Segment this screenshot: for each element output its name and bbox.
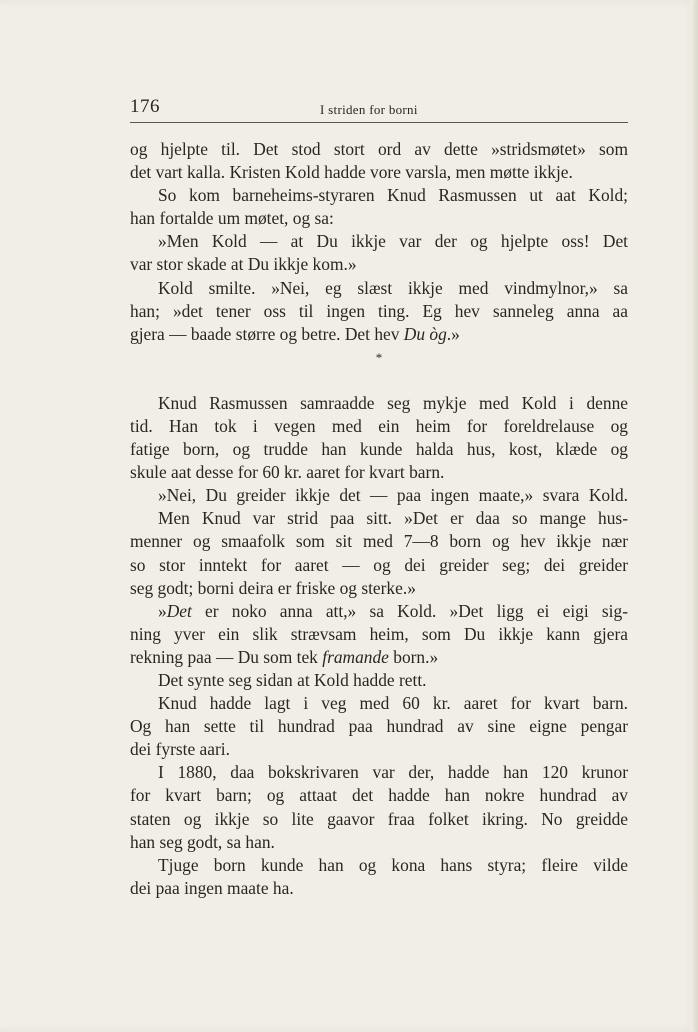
text-run: gjera — baade større og betre. Det hev [130,323,404,344]
text-line: og hjelpte til. Det stod stort ord av dette »stridsmøtet» som [130,139,628,159]
text-line: han seg godt, sa han. [130,831,275,852]
text-line: ning yver ein slik strævsam heim, som Du ikkje kann gjera [130,623,628,644]
text-line: dei fyrste aari. [130,739,230,760]
text-line: han fortalde um møtet, og sa: [130,208,334,229]
text-line: staten og ikkje so lite gaavor fraa folket ikring. No greidde [130,808,628,829]
running-title: I striden for borni [320,102,418,117]
page-number: 176 [130,96,160,117]
text-run: born.» [388,646,439,667]
text-line: Og han sette til hundrad paa hundrad av sine eigne pengar [130,716,628,737]
page-header [130,96,628,123]
text-line: fatige born, og trudde han kunde halda hus, kost, klæde og [130,439,628,460]
text-line [130,323,628,346]
italic-run: framande [322,646,389,667]
text-run: er noko anna att,» sa Kold. »Det ligg ei eigi sig- [191,600,628,621]
text-run: rekning paa — Du som tek [130,646,323,667]
text-line: seg godt; borni deira er friske og sterke.» [130,577,416,598]
text-line: tid. Han tok i vegen med ein heim for foreldrelause og [130,415,628,436]
text-line: skule aat desse for 60 kr. aaret for kvart barn. [130,462,445,483]
text-line [130,646,628,669]
text-line: det vart kalla. Kristen Kold hadde vore varsla, men møtte ikkje. [130,162,573,183]
text-line: for kvart barn; og attaat det hadde han nokre hundrad av [130,785,628,806]
text-line: Det synte seg sidan at Kold hadde rett. [158,669,427,690]
italic-run: Det [166,600,192,621]
text-line: Knud Rasmussen samraadde seg mykje med Kold i denne [158,392,628,413]
text-line: Knud hadde lagt i veg med 60 kr. aaret for kvart barn. [158,693,628,714]
text-line: Kold smilte. »Nei, eg slæst ikkje med vindmylnor,» sa [158,277,628,298]
text-line: »Nei, Du greider ikkje det — paa ingen maate,» svara Kold. [158,485,628,506]
blank-line [130,369,628,392]
text-line: dei paa ingen maate ha. [130,877,294,898]
text-line: Tjuge born kunde han og kona hans styra; fleire vilde [158,854,628,875]
text-line: so stor inntekt for aaret — og dei greider seg; dei greider [130,554,628,575]
page-body [130,138,628,900]
text-run: .» [446,323,460,344]
text-line: Men Knud var strid paa sitt. »Det er daa so mange hus- [158,508,628,529]
text-line [130,600,628,623]
text-line: »Men Kold — at Du ikkje var der og hjelpte oss! Det [158,231,628,252]
italic-run: Du òg [403,323,447,344]
page-edge-shadow [690,0,698,1032]
text-line: var stor skade at Du ikkje kom.» [130,254,357,275]
text-line: han; »det tener oss til ingen ting. Eg hev sanneleg anna aa [130,300,628,321]
text-run: » [158,600,167,621]
text-line: So kom barneheims-styraren Knud Rasmussen ut aat Kold; [158,185,628,206]
text-line: I 1880, daa bokskrivaren var der, hadde han 120 krunor [158,762,628,783]
text-line: menner og smaafolk som sit med 7—8 born og hev ikkje nær [130,531,628,552]
section-break-asterisk: * [375,349,383,365]
